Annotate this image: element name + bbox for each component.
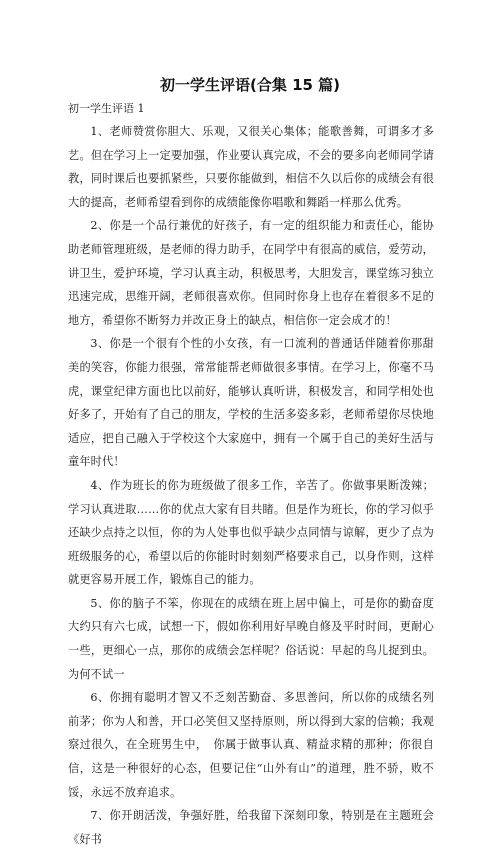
paragraph: 6、你拥有聪明才智又不乏刻苦勤奋、多思善问，所以你的成绩名列前茅；你为人和善，开口必笑但又坚持原则，所以得到大家的信赖；我观察过很久，在全班男生中， 你属于做事认真、精益求精的那种；你很自信，这是一种很好的心态，但要记住“山外有山”的道理，胜不骄，败不馁，永远不放弃追求。 (68, 691, 434, 799)
paragraph: 3、你是一个很有个性的小女孩，有一口流利的普通话伴随着你那甜美的笑容，你能力很强，常常能帮老师做很多事情。在学习上，你毫不马虎，课堂纪律方面也比以前好，能够认真听讲，积极发言，和同学相处也好多了，开始有了自己的朋友，学校的生活多姿多彩，老师希望你尽快地适应，把自己融入于学校这个大家庭中，拥有一个属于自己的美好生活与童年时代！ (68, 337, 434, 469)
paragraph: 1、老师赞赏你胆大、乐观，又很关心集体；能歌善舞，可谓多才多艺。但在学习上一定要加强，作业要认真完成，不会的要多向老师同学请教，同时课后也要抓紧些，只要你能做到，相信不久以后你的成绩会有很大的提高，老师希望看到你的成绩能像你唱歌和舞蹈一样那么优秀。 (68, 125, 434, 209)
paragraph: 2、你是一个品行兼优的好孩子，有一定的组织能力和责任心，能协助老师管理班级，是老师的得力助手，在同学中有很高的威信，爱劳动，讲卫生，爱护环境，学习认真主动，积极思考，大胆发言，课堂练习独立迅速完成，思维开阔，老师很喜欢你。但同时你身上也存在着很多不足的地方，希望你不断努力并改正身上的缺点，相信你一定会成才的！ (68, 219, 434, 327)
paragraph: 7、你开朗活泼，争强好胜，给我留下深刻印象，特别是在主题班会《好书 (68, 809, 434, 846)
section-heading: 初一学生评语 1 (68, 102, 145, 115)
paragraph: 5、你的脑子不笨，你现在的成绩在班上居中偏上，可是你的勤奋度大约只有六七成，试想一下，假如你利用好早晚自修及平时时间，更耐心一些，更细心一点，那你的成绩会怎样呢？俗话说：早起的鸟儿捉到虫。为何不试一 (68, 596, 434, 681)
paragraph: 4、作为班长的你为班级做了很多工作，辛苦了。你做事果断泼辣；学习认真进取……你的优点大家有目共睹。但是作为班长，你的学习似乎还缺少点持之以恒，你的为人处事也似乎缺少点同情与谅解，更少了点为班级服务的心，希望以后的你能时时刻刻严格要求自己，以身作则，这样就更容易开展工作，锻炼自己的能力。 (68, 478, 434, 587)
page-title: 初一学生评语(合集 15 篇) (159, 76, 341, 94)
document-body (68, 120, 434, 851)
